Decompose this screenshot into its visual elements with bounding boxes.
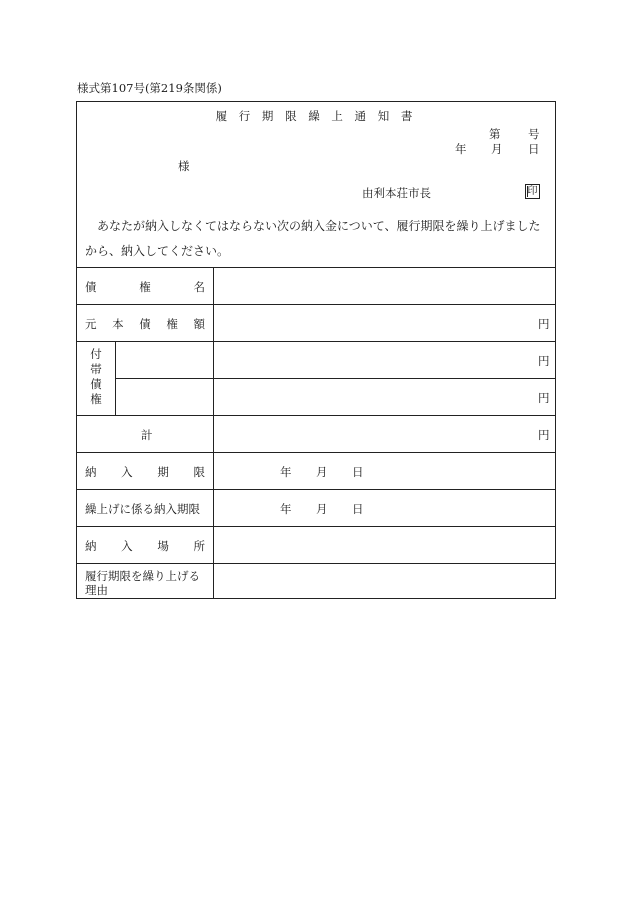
form-reference: 様式第107号(第219条関係) [77,81,222,95]
row-line [77,415,555,416]
row-line [77,304,555,305]
notice-form [76,101,556,599]
notice-body-text: あなたが納入しなくてはならない次の納入金について、履行期限を繰り上げましたから、納入してください。 [85,219,541,258]
row-line [77,526,555,527]
label-kuriage-kigen: 繰上げに係る納入期限 [85,502,200,516]
table-top-line [77,267,555,268]
label-ganpon: 元 本 債 権 額 [85,317,205,331]
date-day-label: 日 [352,502,364,516]
number-go: 号 [528,127,540,141]
date-year-label: 年 [280,465,292,479]
saiken-mei-value[interactable] [227,279,547,299]
label-nonyu-kigen: 納 入 期 限 [85,465,205,479]
label-nonyu-basho: 納 入 場 所 [85,539,205,553]
yen-unit: 円 [538,391,550,405]
yen-unit: 円 [538,354,550,368]
label-riyu-line2: 理由 [85,583,108,597]
label-saiken-mei: 債 権 名 [85,280,205,294]
label-kei: 計 [141,428,153,442]
yen-unit: 円 [538,428,550,442]
date-month-label: 月 [316,502,328,516]
label-riyu-line1: 履行期限を繰り上げる [85,569,200,583]
seal-stamp: 印 [525,184,540,199]
column-line [213,267,214,598]
row-line [115,378,555,379]
date-year-label: 年 [280,502,292,516]
form-title: 履 行 期 限 繰 上 通 知 書 [215,109,417,123]
issuer-name: 由利本荘市長 [362,186,431,200]
row-line [77,341,555,342]
column-line [115,341,116,415]
number-dai: 第 [489,127,501,141]
date-day-label: 日 [528,142,540,156]
row-line [77,563,555,564]
yen-unit: 円 [538,317,550,331]
date-month-label: 月 [316,465,328,479]
row-line [77,489,555,490]
row-line [77,452,555,453]
date-day-label: 日 [352,465,364,479]
date-year-label: 年 [455,142,467,156]
label-futai-saiken: 付 帯 債 権 [90,347,102,406]
date-month-label: 月 [491,142,503,156]
addressee-sama: 様 [178,159,190,173]
